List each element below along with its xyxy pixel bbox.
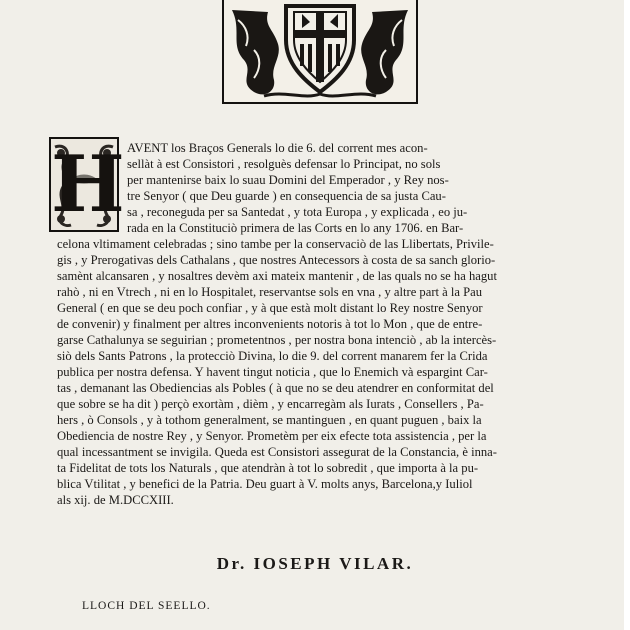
- body-line: siò dels Sants Patrons , la protecciò Divina, lo die 9. del corrent manarem fer la Crida: [57, 349, 488, 363]
- body-line: de convenir) y finalment per altres inconvenients notoris à tot lo Mon , que de entre-: [57, 317, 483, 331]
- signature: Dr. IOSEPH VILAR.: [216, 554, 414, 573]
- body-line: blica Vtilitat , y benefici de la Patria. Deu guart à V. molts anys, Barcelona,y Iuliol: [57, 477, 473, 491]
- body-line: que sobre se ha dit ) perçò exortàm , dièm , y encarregàm als Iurats , Consellers , Pa-: [57, 397, 484, 411]
- coat-of-arms-icon: [224, 0, 416, 102]
- body-line: sellàt à est Consistori , resolguès defensar lo Principat, no sols: [127, 157, 441, 171]
- body-line: sa , reconeguda per sa Santedat , y tota Europa , y explicada , eo ju-: [127, 205, 468, 219]
- initial-letter: H: [51, 139, 125, 230]
- page-edge: [624, 0, 630, 630]
- body-line: rada en la Constituciò primera de las Corts en lo any 1706. en Bar-: [127, 221, 464, 235]
- body-line: tas , demanant las Obediencias als Pobles ( à que no se deu atendrer en conformitat del: [57, 381, 494, 395]
- body-line: als xij. de M.DCCXIII.: [57, 493, 174, 507]
- body-line: tre Senyor ( que Deu guarde ) en consequencia de sa justa Cau-: [127, 189, 446, 203]
- body-line: hers , ò Consols , y à tothom generalment, se mantinguen , en quant puguen , baix la: [57, 413, 482, 427]
- body-line: publica per nostra defensa. Y havent tingut noticia , que lo Enemich và espargint Car-: [57, 365, 488, 379]
- seal-label: LLOCH DEL SEELLO.: [82, 600, 211, 612]
- body-line: gis , y Prerogativas dels Cathalans , que nostres Antecessors à costa de sa sanch glorio-: [57, 253, 496, 267]
- body-line: garse Cathalunya se seguirian ; prometentnos , per nostra bona intenciò , ab la intercès-: [57, 333, 497, 347]
- body-line: Obediencia de nostre Rey , y Senyor. Prometèm per eix efecte tota assistencia , per la: [57, 429, 487, 443]
- body-line: ta Fidelitat de tots los Naturals , que atendràn à tot lo sobredit , que importa à la pu-: [57, 461, 479, 475]
- body-line: celona vltimament celebradas ; sino tambe per la conservaciò de las Llibertats, Privile-: [57, 237, 494, 251]
- body-line: General ( en que se deu poch confiar , y à que està molt distant lo Rey nostre Senyor: [57, 301, 483, 315]
- decorated-initial: [49, 137, 125, 232]
- body-line: qual incessantment se invigila. Queda est Consistori assegurat de la Constancia, è inna-: [57, 445, 497, 459]
- body-line: samènt alcansaren , y nosaltres devèm axi mateix mantenir , de las quals no se ha hagut: [57, 269, 497, 283]
- body-line: AVENT los Braços Generals lo die 6. del corrent mes acon-: [127, 141, 428, 155]
- body-line: per mantenirse baix lo suau Domini del Emperador , y Rey nos-: [127, 173, 449, 187]
- body-line: rahò , ni en Vtrech , ni en lo Hospitalet, reservantse sols en vna , y altre part à la Pau: [57, 285, 483, 299]
- coat-of-arms-woodcut: [222, 0, 418, 104]
